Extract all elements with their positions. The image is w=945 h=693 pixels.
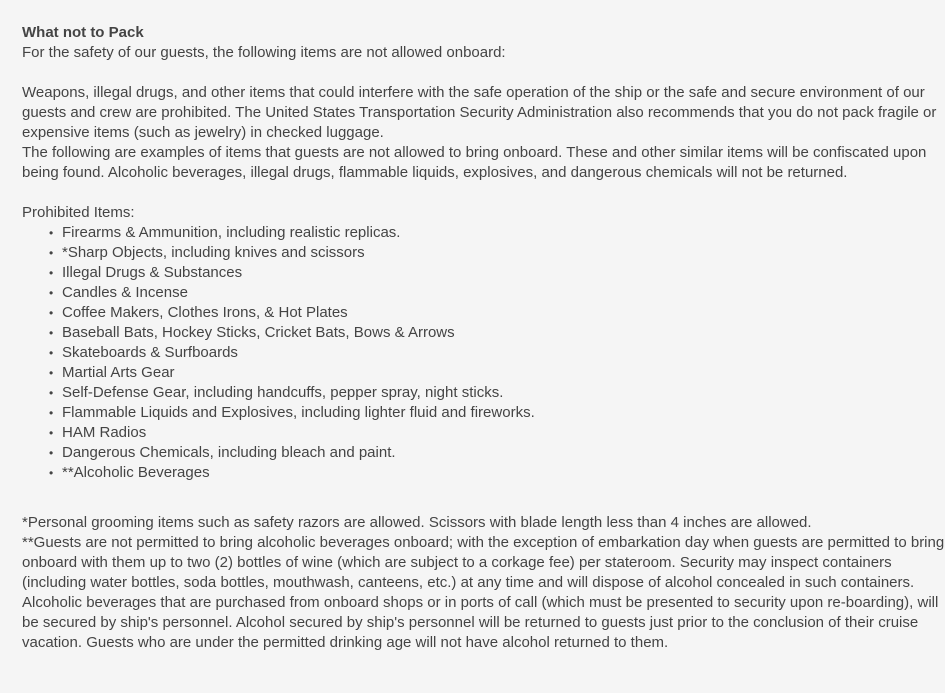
list-item [49,383,945,403]
intro-text: For the safety of our guests, the following items are not allowed onboard: [22,44,506,61]
list-item-text: Illegal Drugs & Substances [62,264,243,281]
list-item-text: Baseball Bats, Hockey Sticks, Cricket Bats, Bows & Arrows [62,324,455,341]
section-heading: What not to Pack [22,24,144,41]
bullet-icon: • [49,326,54,340]
list-item [49,323,945,343]
bullet-icon: • [49,366,54,380]
list-item [49,343,945,363]
bullet-icon: • [49,286,54,300]
list-item [49,363,945,383]
bullet-icon: • [49,306,54,320]
list-item [49,443,945,463]
bullet-icon: • [49,226,54,240]
list-item-text: Dangerous Chemicals, including bleach and paint. [62,444,396,461]
list-item-text: Coffee Makers, Clothes Irons, & Hot Plates [62,304,348,321]
spacer [22,483,945,513]
list-item [49,303,945,323]
list-item [49,463,945,483]
bullet-icon: • [49,266,54,280]
list-item-text: Martial Arts Gear [62,364,175,381]
list-item-text: *Sharp Objects, including knives and scissors [62,244,365,261]
bullet-icon: • [49,466,54,480]
list-item-text: Skateboards & Surfboards [62,344,238,361]
list-item-text: Flammable Liquids and Explosives, including lighter fluid and fireworks. [62,404,535,421]
prohibited-items-label: Prohibited Items: [22,204,135,221]
bullet-icon: • [49,386,54,400]
bullet-icon: • [49,406,54,420]
examples-paragraph: The following are examples of items that guests are not allowed to bring onboard. These and other similar items will be confiscated upon being found. Alcoholic beverages, illegal drugs, flammable liquids, explosives, and dangerous chemicals will not be returned. [22,144,927,181]
list-item-text: Candles & Incense [62,284,188,301]
list-item [49,223,945,243]
bullet-icon: • [49,446,54,460]
bullet-icon: • [49,246,54,260]
spacer [22,183,945,203]
list-item-text: Self-Defense Gear, including handcuffs, pepper spray, night sticks. [62,384,504,401]
list-item-text: HAM Radios [62,424,147,441]
list-item [49,243,945,263]
prohibited-items-list [22,223,945,483]
list-item [49,423,945,443]
list-item [49,403,945,423]
weapons-paragraph: Weapons, illegal drugs, and other items that could interfere with the safe operation of the ship or the safe and secure environment of our guests and crew are prohibited. The United States Transportation Security Administration also recommends that you do not pack fragile or expensive items (such as jewelry) in checked luggage. [22,84,937,141]
bullet-icon: • [49,426,54,440]
list-item-text: Firearms & Ammunition, including realistic replicas. [62,224,401,241]
spacer [22,63,945,83]
bullet-icon: • [49,346,54,360]
list-item [49,263,945,283]
footnote-grooming: *Personal grooming items such as safety razors are allowed. Scissors with blade length less than 4 inches are allowed. [22,514,812,531]
footnote-alcohol: **Guests are not permitted to bring alcoholic beverages onboard; with the exception of embarkation day when guests are permitted to bring onboard with them up to two (2) bottles of wine (which are subject to a corkage fee) per stateroom. Security may inspect containers (including water bottles, soda bottles, mouthwash, canteens, etc.) at any time and will dispose of alcohol concealed in such containers. Alcoholic beverages that are purchased from onboard shops or in ports of call (which must be presented to security upon re-boarding), will be secured by ship's personnel. Alcohol secured by ship's personnel will be returned to guests just prior to the conclusion of their cruise vacation. Guests who are under the permitted drinking age will not have alcohol returned to them. [22,534,945,651]
list-item [49,283,945,303]
list-item-text: **Alcoholic Beverages [62,464,210,481]
